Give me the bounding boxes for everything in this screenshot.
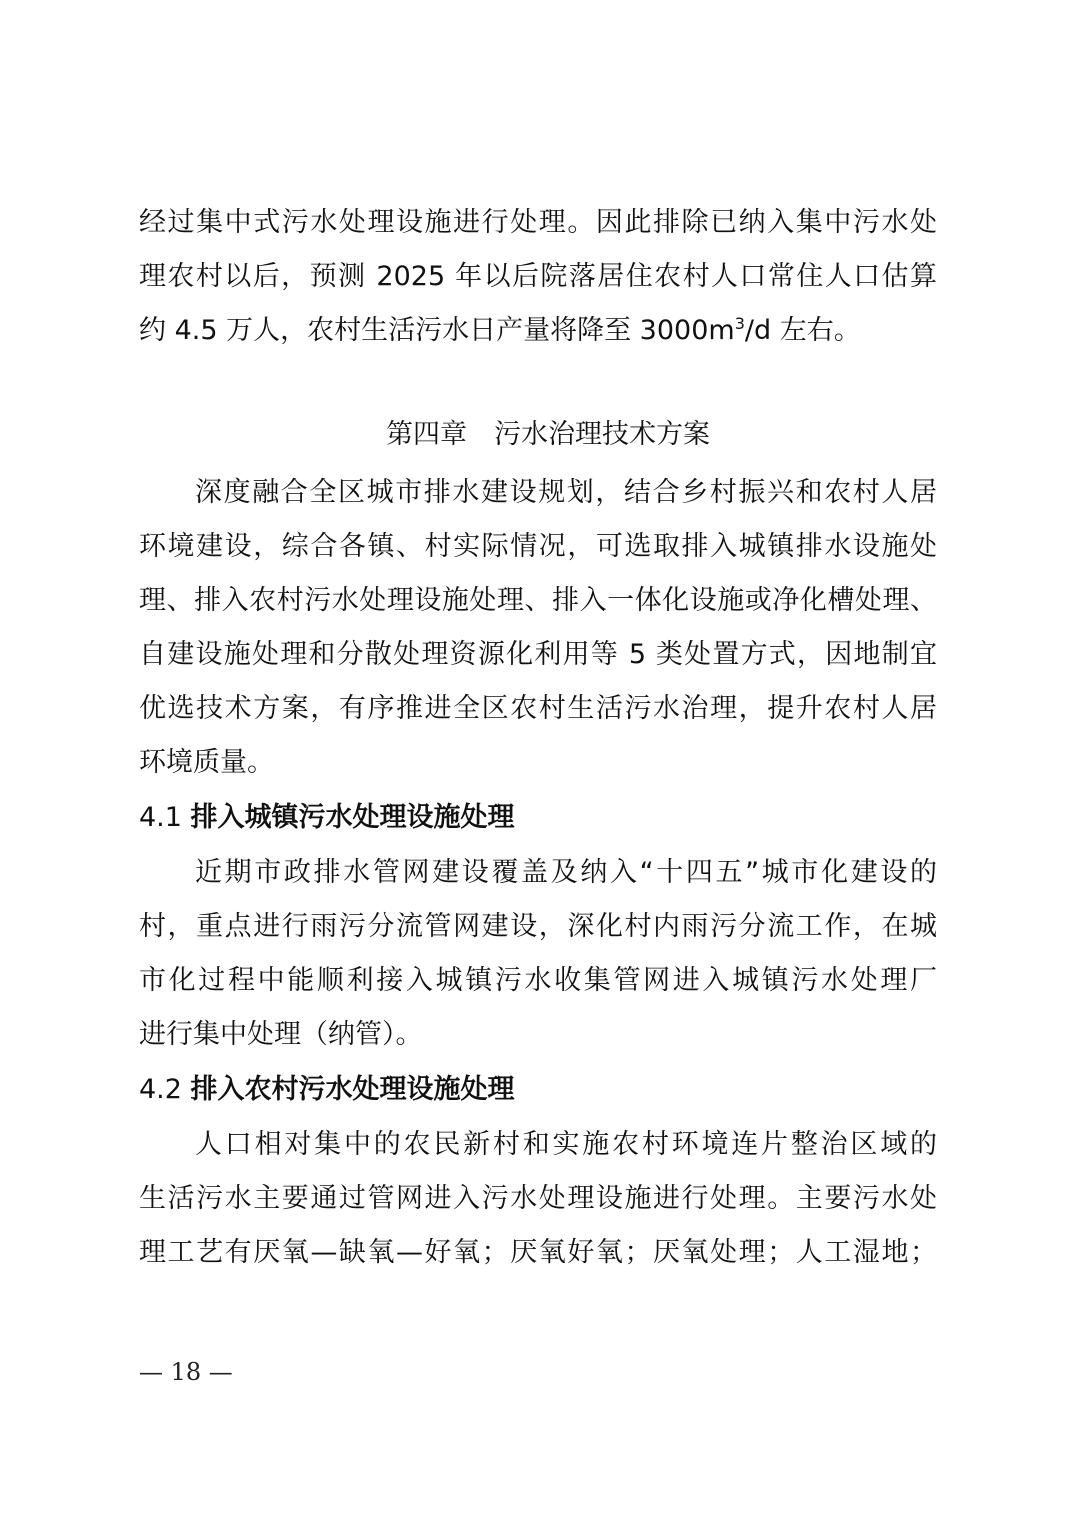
text-line: 市化过程中能顺利接入城镇污水收集管网进入城镇污水处理厂	[139, 965, 937, 996]
text-line: 优选技术方案，有序推进全区农村生活污水治理，提升农村人居	[139, 693, 937, 724]
spacer	[139, 358, 937, 408]
superscript: 3	[734, 314, 745, 333]
text-line: 进行集中处理（纳管）。	[139, 1019, 423, 1050]
text-line: 理工艺有厌氧—缺氧—好氧；厌氧好氧；厌氧处理；人工湿地；	[139, 1237, 937, 1268]
section-title: 排入城镇污水处理设施处理	[190, 802, 515, 833]
text-line: 深度融合全区城市排水建设规划，结合乡村振兴和农村人居	[195, 477, 937, 508]
paragraph-4-1	[139, 846, 937, 1062]
section-number: 4.2	[139, 1074, 182, 1105]
page-number: — 18 —	[139, 1358, 233, 1386]
page-body	[139, 196, 937, 1280]
paragraph-4-2	[139, 1118, 937, 1280]
section-number: 4.1	[139, 802, 182, 833]
text-span: /d 左右。	[744, 315, 861, 346]
text-line: 近期市政排水管网建设覆盖及纳入“十四五”城市化建设的	[195, 857, 937, 888]
paragraph-intro	[139, 466, 937, 790]
section-heading-4-2	[139, 1062, 937, 1118]
chapter-heading: 第四章 污水治理技术方案	[386, 419, 710, 450]
text-line: 环境质量。	[139, 747, 274, 778]
section-heading-4-1	[139, 790, 937, 846]
text-line: 经过集中式污水处理设施进行处理。因此排除已纳入集中污水处	[139, 207, 937, 238]
text-line: 理农村以后，预测 2025 年以后院落居住农村人口常住人口估算	[139, 261, 937, 292]
paragraph-continued	[139, 196, 937, 358]
text-line	[139, 304, 937, 358]
text-span: 约 4.5 万人，农村生活污水日产量将降至 3000m	[139, 315, 735, 346]
text-line: 理、排入农村污水处理设施处理、排入一体化设施或净化槽处理、	[139, 585, 937, 616]
text-line: 人口相对集中的农民新村和实施农村环境连片整治区域的	[195, 1129, 937, 1160]
section-title: 排入农村污水处理设施处理	[190, 1074, 515, 1105]
text-line: 村，重点进行雨污分流管网建设，深化村内雨污分流工作，在城	[139, 911, 937, 942]
text-line: 自建设施处理和分散处理资源化利用等 5 类处置方式，因地制宜	[139, 639, 937, 670]
text-line: 生活污水主要通过管网进入污水处理设施进行处理。主要污水处	[139, 1183, 937, 1214]
text-line: 环境建设，综合各镇、村实际情况，可选取排入城镇排水设施处	[139, 531, 937, 562]
